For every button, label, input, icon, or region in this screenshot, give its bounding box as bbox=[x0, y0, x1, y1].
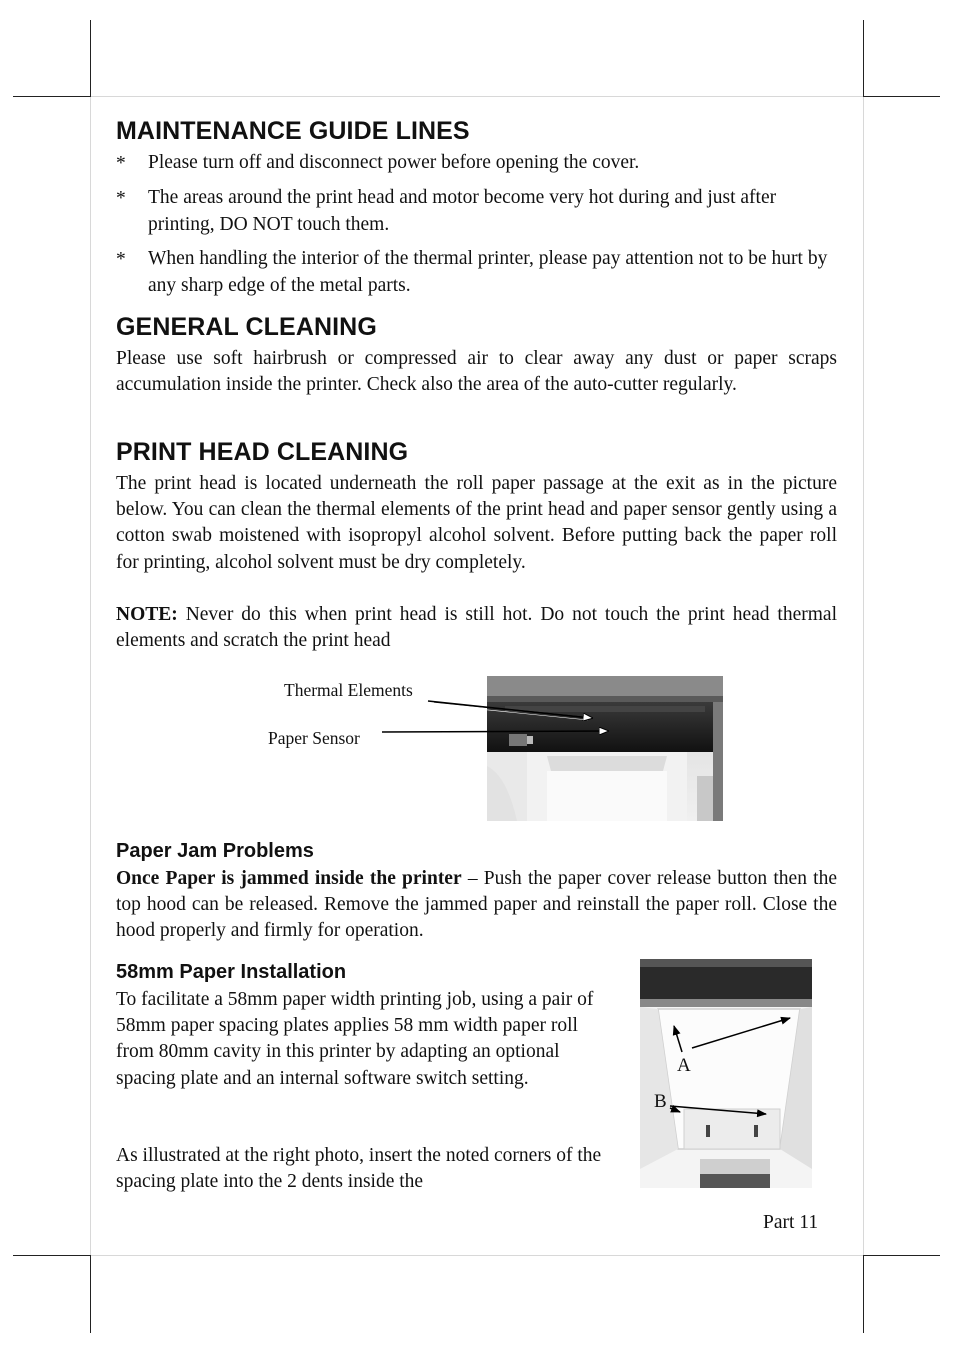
maintenance-heading: MAINTENANCE GUIDE LINES bbox=[116, 117, 470, 145]
arrow-b bbox=[670, 1106, 766, 1114]
paper-sensor-label: Paper Sensor bbox=[268, 728, 360, 748]
general-cleaning-text: Please use soft hairbrush or compressed air to clear away any dust or paper scraps accumulation inside the printer. Check also the area of the auto-cutter regularly. bbox=[116, 348, 837, 396]
paper-jam-heading: Paper Jam Problems bbox=[116, 840, 314, 862]
paper-jam-body: – Push the paper cover release button then the top hood can be released. Remove the jammed paper and reinstall the paper roll. Close the hood properly and firmly for operation. bbox=[116, 868, 837, 942]
label-a: A bbox=[677, 1055, 691, 1076]
arrow-a-left bbox=[674, 1026, 682, 1052]
bullet-text: When handling the interior of the thermal printer, please pay attention not to be hurt by any sharp edge of the metal parts. bbox=[148, 248, 828, 296]
paper-58mm-text: To facilitate a 58mm paper width printing job, using a pair of 58mm paper spacing plates applies 58 mm width paper roll from 80mm cavity in this printer by adapting an optional spacing plate and an internal software switch setting. bbox=[116, 989, 594, 1089]
label-b: B bbox=[654, 1091, 667, 1112]
bullet-marker: * bbox=[116, 153, 126, 174]
paper-jam-lead: Once Paper is jammed inside the printer bbox=[116, 868, 462, 889]
bullet-marker: * bbox=[116, 249, 126, 270]
paper-58mm-text-2: As illustrated at the right photo, insert the noted corners of the spacing plate into the 2 dents inside the bbox=[116, 1145, 602, 1193]
arrow-a-right bbox=[692, 1018, 790, 1048]
bullet-text: Please turn off and disconnect power before opening the cover. bbox=[148, 152, 640, 173]
paper-58mm-heading: 58mm Paper Installation bbox=[116, 961, 347, 983]
thermal-elements-label: Thermal Elements bbox=[284, 680, 413, 700]
print-head-cleaning-heading: PRINT HEAD CLEANING bbox=[116, 438, 409, 466]
bullet-text: The areas around the print head and motor become very hot during and just after printing, DO NOT touch them. bbox=[148, 187, 777, 235]
print-head-cleaning-text: The print head is located underneath the roll paper passage at the exit as in the picture below. You can clean the thermal elements of the print head and paper sensor gently using a cotton swab moistened with isopropyl alcohol solvent. Before putting back the paper roll for printing, alcohol solvent must be dry completely. bbox=[116, 473, 837, 573]
note-label: NOTE: bbox=[116, 604, 178, 625]
general-cleaning-heading: GENERAL CLEANING bbox=[116, 313, 377, 341]
page-number: Part 11 bbox=[763, 1212, 819, 1233]
bullet-marker: * bbox=[116, 188, 126, 209]
note-text: Never do this when print head is still hot. Do not touch the print head thermal elements and scratch the print head bbox=[116, 604, 837, 652]
